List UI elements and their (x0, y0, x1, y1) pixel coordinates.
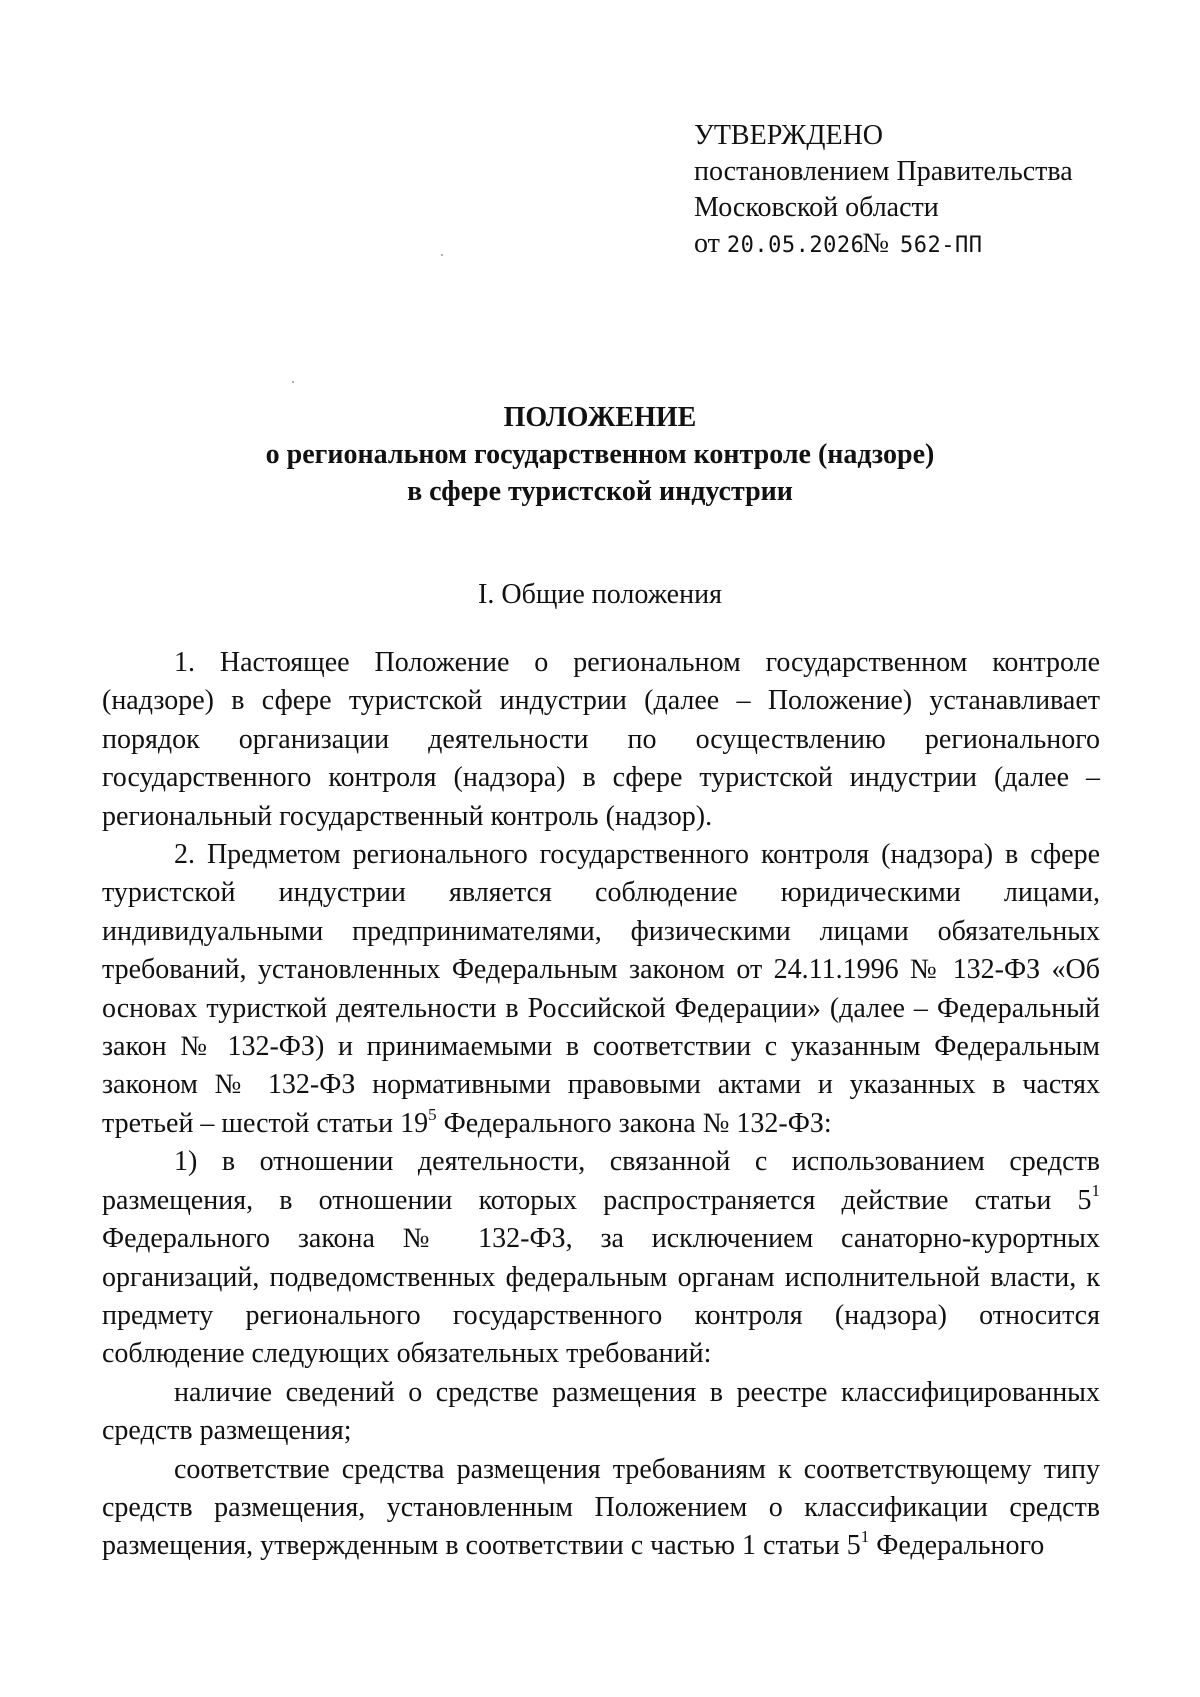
paragraph-1: 1. Настоящее Положение о региональном государственном контроле (надзоре) в сфере туристской индустрии (далее – Положение) устанавливает порядок организации деятельности по осуществлению регионального государственного контроля (надзора) в сфере туристской индустрии (далее – региональный государственный контроль (надзор). (102, 647, 1100, 832)
paragraph-2 (102, 836, 1100, 1143)
title-heading: ПОЛОЖЕНИЕ (503, 402, 697, 433)
paragraph-3-text: 1) в отношении деятельности, связанной с использованием средств размещения, в отношении которых распространяется действие статьи 5 (102, 1146, 1100, 1216)
decree-date: 20.05.2026 (726, 233, 865, 258)
approved-region-line: Московской области (694, 192, 939, 223)
document-title (100, 399, 1100, 510)
paragraph-5 (102, 1451, 1100, 1566)
paragraph-5-tail: Федерального (869, 1530, 1045, 1562)
section-title: I. Общие положения (478, 579, 722, 610)
date-prefix: от (694, 228, 720, 259)
paragraph-3-tail: Федерального закона № 132-ФЗ, за исключением санаторно-курортных организаций, подведомственных федеральным органам исполнительной власти, к предмету регионального государственного контроля (надзора) относится соблюдение следующих обязательных требований: (102, 1223, 1100, 1370)
superscript: 1 (860, 1527, 870, 1547)
document-body (102, 644, 1100, 1566)
decree-number: 562-ПП (900, 233, 983, 258)
scan-speck (292, 381, 294, 383)
approval-block (694, 118, 1073, 264)
title-subtitle-line1: о региональном государственном контроле (надзоре) (265, 439, 935, 470)
paragraph-3 (102, 1143, 1100, 1373)
approved-label: УТВЕРЖДЕНО (694, 120, 884, 151)
superscript: 5 (428, 1104, 437, 1124)
superscript: 1 (1091, 1181, 1100, 1201)
paragraph-4: наличие сведений о средстве размещения в реестре классифицированных средств размещения; (102, 1376, 1100, 1447)
number-sign: № (862, 228, 890, 259)
paragraph-2-text: 2. Предметом регионального государственного контроля (надзора) в сфере туристской индустрии является соблюдение юридическими лицами, индивидуальными предпринимателями, физическими лицами обязательных требований, установленных Федеральным законом от 24.11.1996 № 132-ФЗ «Об основах туристкой деятельности в Российской Федерации» (далее – Федеральный закон № 132-ФЗ) и принимаемыми в соответствии с указанным Федеральным законом № 132-ФЗ нормативными правовыми актами и указанных в частях третьей – шестой статьи 19 (102, 839, 1100, 1139)
title-subtitle-line2: в сфере туристской индустрии (407, 476, 793, 507)
scan-speck (441, 254, 443, 256)
approved-by-line: постановлением Правительства (694, 156, 1073, 187)
paragraph-2-tail: Федерального закона № 132-ФЗ: (436, 1107, 832, 1139)
paragraph-5-text: соответствие средства размещения требованиям к соответствующему типу средств размещения, установленным Положением о классификации средств размещения, утвержденным в соответствии с частью 1 статьи 5 (102, 1453, 1100, 1562)
approved-date-line (694, 226, 1073, 264)
